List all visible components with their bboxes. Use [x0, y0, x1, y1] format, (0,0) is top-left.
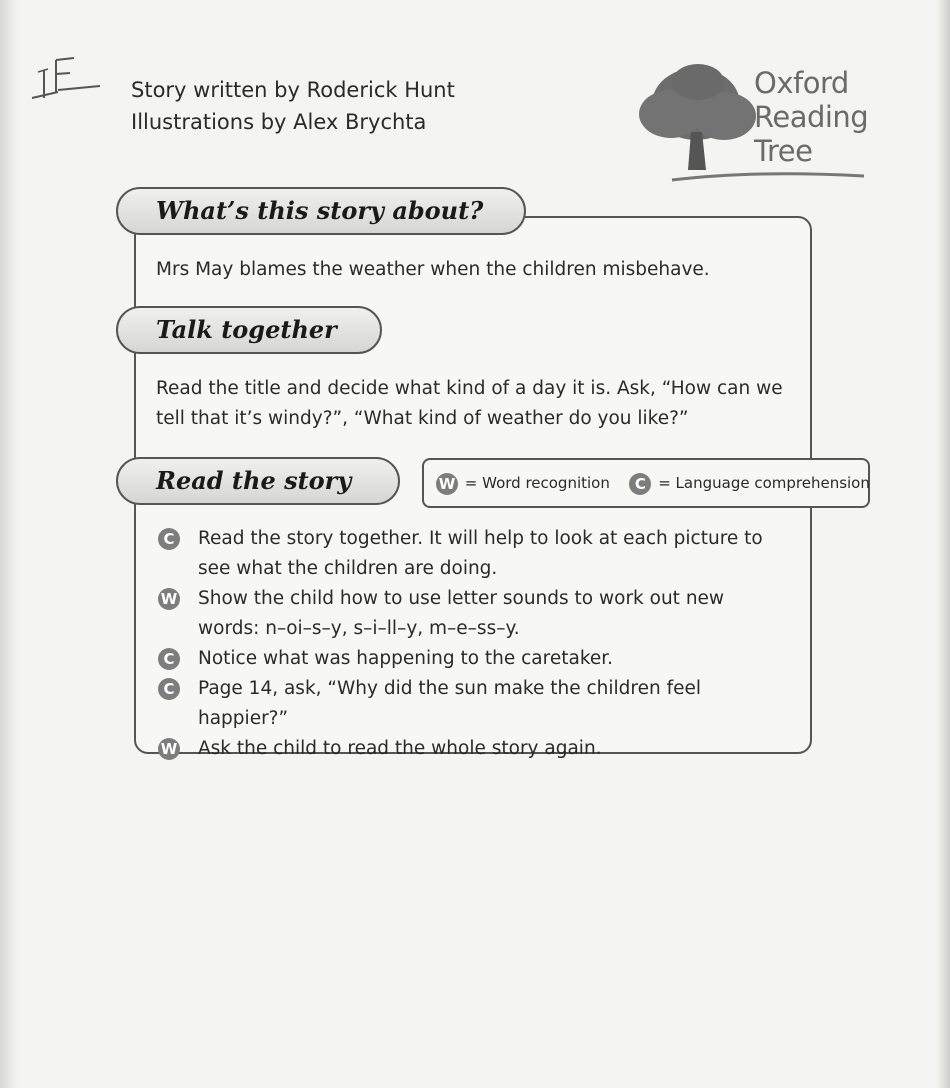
- reading-steps-list: [156, 524, 796, 764]
- word-recognition-label: = Word recognition: [464, 474, 610, 492]
- step-text: words: n–oi–s–y, s–i–ll–y, m–e–ss–y.: [198, 618, 520, 639]
- heading-story-about: What’s this story about?: [116, 187, 526, 235]
- talk-line-2: tell that it’s windy?”, “What kind of weather do you like?”: [156, 408, 689, 429]
- heading-read-the-story: Read the story: [116, 457, 400, 505]
- handwritten-mark: [28, 52, 108, 102]
- logo-line-tree: Tree: [754, 134, 813, 168]
- badge-legend: [422, 458, 870, 508]
- word-badge-icon: W: [158, 738, 180, 760]
- logo-wordmark: [754, 66, 868, 168]
- language-comprehension-badge-icon: C: [629, 473, 651, 495]
- word-badge-icon: W: [158, 588, 180, 610]
- list-item: [156, 584, 796, 644]
- comprehension-badge-icon: C: [158, 678, 180, 700]
- author-credit: Story written by Roderick Hunt: [131, 78, 455, 102]
- word-recognition-badge-icon: W: [436, 473, 458, 495]
- talk-together-text: [156, 374, 806, 434]
- heading-talk-together: Talk together: [116, 306, 382, 354]
- language-comprehension-label: = Language comprehension: [658, 474, 870, 492]
- page-right-shadow: [936, 0, 950, 1088]
- step-text: Read the story together. It will help to look at each picture to: [198, 528, 763, 549]
- step-text: Ask the child to read the whole story again.: [198, 738, 602, 759]
- credits: [131, 74, 455, 138]
- comprehension-badge-icon: C: [158, 648, 180, 670]
- step-text: Page 14, ask, “Why did the sun make the children feel happier?”: [198, 678, 702, 729]
- logo-line-reading: Reading: [754, 100, 869, 134]
- comprehension-badge-icon: C: [158, 528, 180, 550]
- list-item: [156, 644, 796, 674]
- story-summary: Mrs May blames the weather when the children misbehave.: [156, 259, 710, 280]
- list-item: [156, 524, 796, 584]
- step-text: see what the children are doing.: [198, 558, 498, 579]
- page-edge-shadow: [0, 0, 18, 1088]
- step-text: Show the child how to use letter sounds to work out new: [198, 588, 725, 609]
- list-item: [156, 734, 796, 764]
- step-text: Notice what was happening to the caretaker.: [198, 648, 614, 669]
- list-item: [156, 674, 796, 734]
- talk-line-1: Read the title and decide what kind of a day it is. Ask, “How can we: [156, 378, 783, 399]
- illustrator-credit: Illustrations by Alex Brychta: [131, 110, 427, 134]
- logo-line-oxford: Oxford: [754, 66, 849, 100]
